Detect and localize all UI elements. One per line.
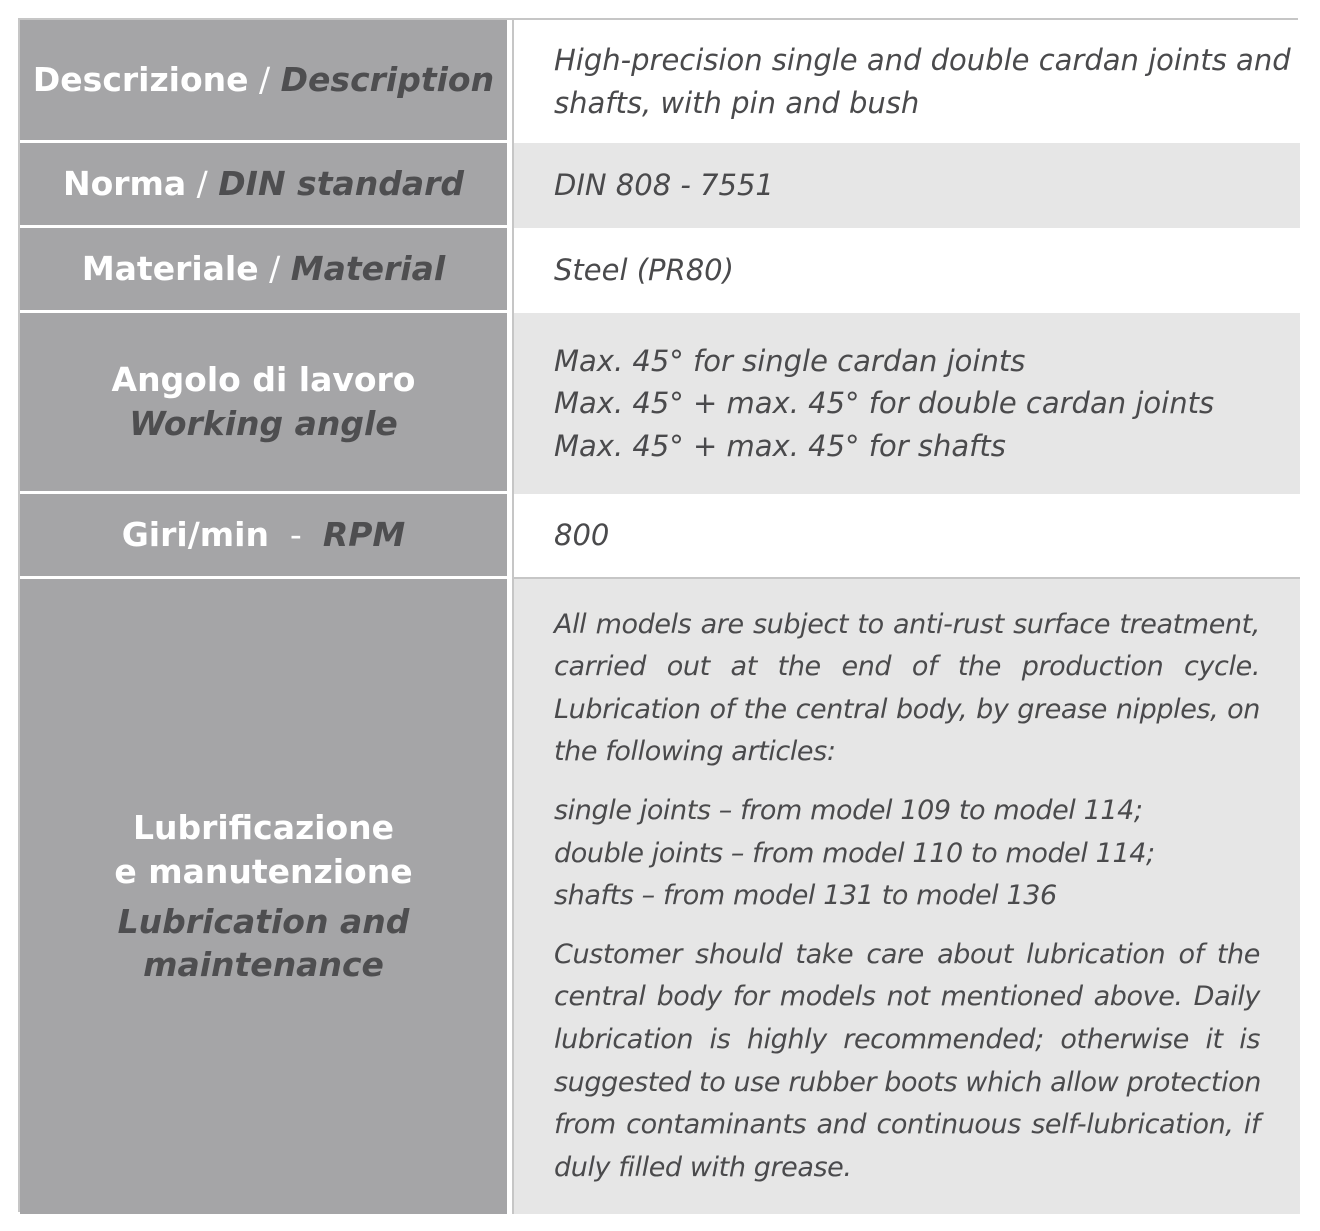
label-it: Descrizione [32,60,249,100]
value-line: from contaminants and continuous self-lubrication, if [554,1109,1260,1141]
value-line: central body for models not mentioned above. Daily [554,981,1260,1013]
value-line: double joints – from model 110 to model 114; [554,837,1155,869]
value-line: Lubrication of the central body, by grease nipples, on [554,693,1260,725]
value-line: High-precision single and double cardan joints and [554,42,1291,77]
label-material-text [82,247,445,291]
value-material [512,228,1300,313]
value-line: duly filled with grease. [554,1151,852,1183]
label-en-block [118,900,410,987]
value-lubrication [512,579,1300,1214]
value-line: All models are subject to anti-rust surface treatment, [554,608,1260,640]
label-material [20,228,512,313]
label-separator: - [268,515,323,555]
label-it: Lubrificazione [132,808,395,848]
value-text: Steel (PR80) [554,253,734,288]
value-working-angle [512,313,1300,494]
value-line: Max. 45° + max. 45° for shafts [554,428,1006,463]
value-line: Customer should take care about lubrication of the [554,938,1260,970]
label-it: Giri/min [121,515,269,555]
label-en: Description [280,60,495,100]
label-lubrication [20,579,512,1214]
label-working-angle [20,313,512,494]
label-rpm [20,494,512,579]
value-text: 800 [554,518,610,553]
paragraph-treatment [554,604,1260,774]
value-line: Max. 45° for single cardan joints [554,343,1026,378]
label-it-block [114,806,412,893]
value-line: suggested to use rubber boots which allow protection [554,1066,1262,1098]
label-rpm-text [122,513,406,557]
value-line: lubrication is highly recommended; otherwise it is [554,1023,1260,1055]
value-line: shafts, with pin and bush [554,85,920,120]
label-en: Material [290,249,446,289]
label-description-text [33,58,494,102]
label-en: DIN standard [218,164,465,204]
label-en: Lubrication and [117,901,410,941]
label-it: Norma [62,164,187,204]
label-it: Materiale [81,249,259,289]
label-it: Angolo di lavoro [111,360,416,400]
label-description [20,20,512,143]
label-din-standard-text [63,162,464,206]
value-line: shafts – from model 131 to model 136 [554,880,1057,912]
label-en: maintenance [143,945,384,985]
value-line: Max. 45° + max. 45° for double cardan joints [554,386,1215,421]
label-it: e manutenzione [114,851,413,891]
label-separator: / [258,249,291,289]
label-separator: / [248,60,281,100]
value-line: the following articles: [554,736,836,768]
value-description [512,20,1300,143]
value-line: carried out at the end of the production cycle. [554,651,1260,683]
value-line: single joints – from model 109 to model 114; [554,795,1143,827]
value-rpm [512,494,1300,579]
value-text: DIN 808 - 7551 [554,168,774,203]
label-en: Working angle [129,404,398,443]
paragraph-customer-care [554,934,1260,1190]
label-separator: / [186,164,219,204]
spec-table [18,18,1298,1212]
label-din-standard [20,143,512,228]
label-en: RPM [322,515,406,555]
value-din-standard [512,143,1300,228]
paragraph-models [554,790,1260,918]
